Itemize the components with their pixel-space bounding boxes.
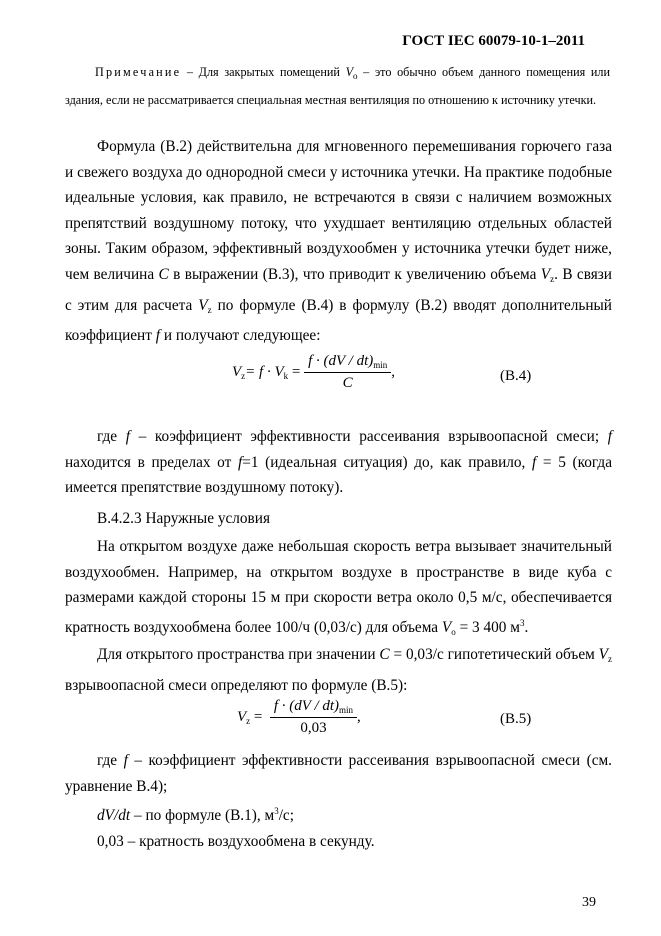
p1-vz-sub: z — [550, 273, 555, 284]
eq5-denominator: 0,03 — [300, 720, 327, 736]
p4-v: V — [441, 618, 452, 636]
paragraph-5 — [65, 642, 612, 698]
p1-text-1: Формула (В.2) действительна для мгновенного перемешивания горючего газа и свежего воздуха до однородной смеси у источника утечки. На практике подобные идеальные условия, как правило, не встречаются в связи с наличием возможных препятствий воздушному потоку, что ухудшает вентиляцию отдельных областей зоны. Таким образом, эффективный воздухообмен у источника утечки будет ниже, чем величина — [65, 138, 612, 283]
p2-f-4: f — [532, 453, 537, 471]
eq5-lhs: V — [237, 708, 247, 725]
p4-sup: 3 — [519, 617, 525, 628]
equation-b4-number: (В.4) — [500, 368, 532, 384]
p4-text-2: = 3 400 м — [455, 618, 520, 636]
p1-c: C — [158, 265, 169, 283]
eq5-tail: , — [357, 708, 361, 725]
p7-sup: 3 — [274, 806, 279, 816]
note-var-sub: o — [353, 71, 358, 81]
p2-f-2: f — [607, 428, 612, 445]
section-heading-text: В.4.2.3 Наружные условия — [97, 510, 270, 527]
p1-text-5: и получают следующее: — [160, 327, 321, 345]
p4-text-1: На открытом воздухе даже небольшая скорость ветра вызывает значительный воздухообмен. Например, на открытом воздухе в пространстве в виде куба с размерами каждой стороны 15 м при скорости ветра около 0,5 м/с, обеспечивается кратность воздухообмена более 100/ч (0,03/с) для объема — [65, 538, 612, 636]
p1-text-4: по формуле (В.4) в формулу (В.2) вводят дополнительный коэффициент — [65, 296, 612, 345]
p7-text-1: – по формуле (В.1), м — [130, 807, 275, 824]
paragraph-8 — [65, 829, 612, 855]
p1-vz: V — [540, 265, 551, 283]
p7-v: dV/dt — [97, 807, 131, 824]
paragraph-2 — [65, 424, 612, 501]
p1-f: f — [155, 327, 160, 345]
p5-text-3: взрывоопасной смеси определяют по формуле (В.5): — [65, 676, 408, 694]
equation-b5-number: (В.5) — [500, 711, 532, 727]
paragraph-6 — [65, 748, 612, 799]
eq4-mid-sub: k — [283, 370, 289, 381]
p1-vz-sub-2: z — [207, 304, 212, 315]
p5-text-1: Для открытого пространства при значении — [97, 646, 380, 663]
paragraph-7 — [65, 799, 612, 829]
equation-b4 — [232, 353, 395, 392]
document-header: ГОСТ IEC 60079-10-1–2011 — [402, 33, 585, 49]
eq5-fraction — [270, 698, 357, 737]
p6-f: f — [123, 752, 128, 769]
p5-text-2: = 0,03/с гипотетический объем — [389, 646, 599, 663]
p5-v-sub: z — [608, 654, 612, 664]
p1-vz-2: V — [198, 296, 208, 314]
eq4-mid: = f · V — [245, 363, 284, 380]
eq4-fraction — [304, 353, 391, 392]
p2-f: f — [125, 428, 130, 445]
note-text: – Для закрытых помещений — [181, 65, 346, 79]
paragraph-4 — [65, 534, 612, 645]
p4-text-3: . — [524, 618, 529, 636]
p1-text-2: в выражении (В.3), что приводит к увеличению объема — [168, 265, 541, 283]
equation-b5 — [237, 698, 361, 737]
eq5-eq: = — [253, 708, 263, 725]
p4-v-sub: o — [451, 626, 456, 637]
p1-text-3: . В связи с этим для расчета — [65, 265, 612, 314]
section-heading — [65, 506, 612, 532]
p6-text-2: – коэффициент эффективности рассеивания взрывоопасной смеси (см. уравнение В.4); — [65, 752, 612, 795]
note-var: V — [345, 65, 354, 79]
p2-text-5: = 5 (когда имеется препятствие воздушному потоку). — [65, 453, 613, 497]
p7-text-2: /с; — [278, 807, 294, 824]
p2-text-4: =1 (идеальная ситуация) до, как правило, — [242, 453, 533, 471]
p8-text: 0,03 – кратность воздухообмена в секунду. — [97, 833, 375, 850]
eq4-lhs: V — [232, 363, 242, 380]
p5-v: V — [598, 646, 608, 663]
p6-text-1: где — [97, 752, 124, 769]
eq4-numerator-sub: min — [373, 360, 388, 370]
note-text-2: – это обычно объем данного помещения или здания, если не рассматривается специальная местная вентиляция по отношению к источнику утечки. — [65, 65, 611, 107]
p2-f-3: f — [237, 453, 243, 471]
eq4-numerator: f · (dV / dt) — [308, 353, 374, 369]
eq5-lhs-sub: z — [246, 715, 251, 726]
page-number: 39 — [582, 895, 596, 910]
p2-text-1: где — [97, 428, 126, 445]
note-lead: Примечание — [95, 65, 182, 79]
note-paragraph — [65, 60, 610, 112]
p2-text-2: – коэффициент эффективности рассеивания взрывоопасной смеси; — [129, 428, 608, 445]
p5-c: C — [379, 646, 390, 663]
eq4-lhs-sub: z — [241, 370, 246, 381]
eq4-eq: = — [288, 363, 301, 380]
eq5-numerator: f · (dV / dt) — [273, 698, 340, 714]
paragraph-1 — [65, 134, 612, 349]
eq5-numerator-sub: min — [339, 705, 354, 715]
eq4-denominator: C — [342, 375, 353, 391]
eq4-tail: , — [391, 363, 395, 380]
p2-text-3: находится в пределах от — [65, 453, 238, 471]
